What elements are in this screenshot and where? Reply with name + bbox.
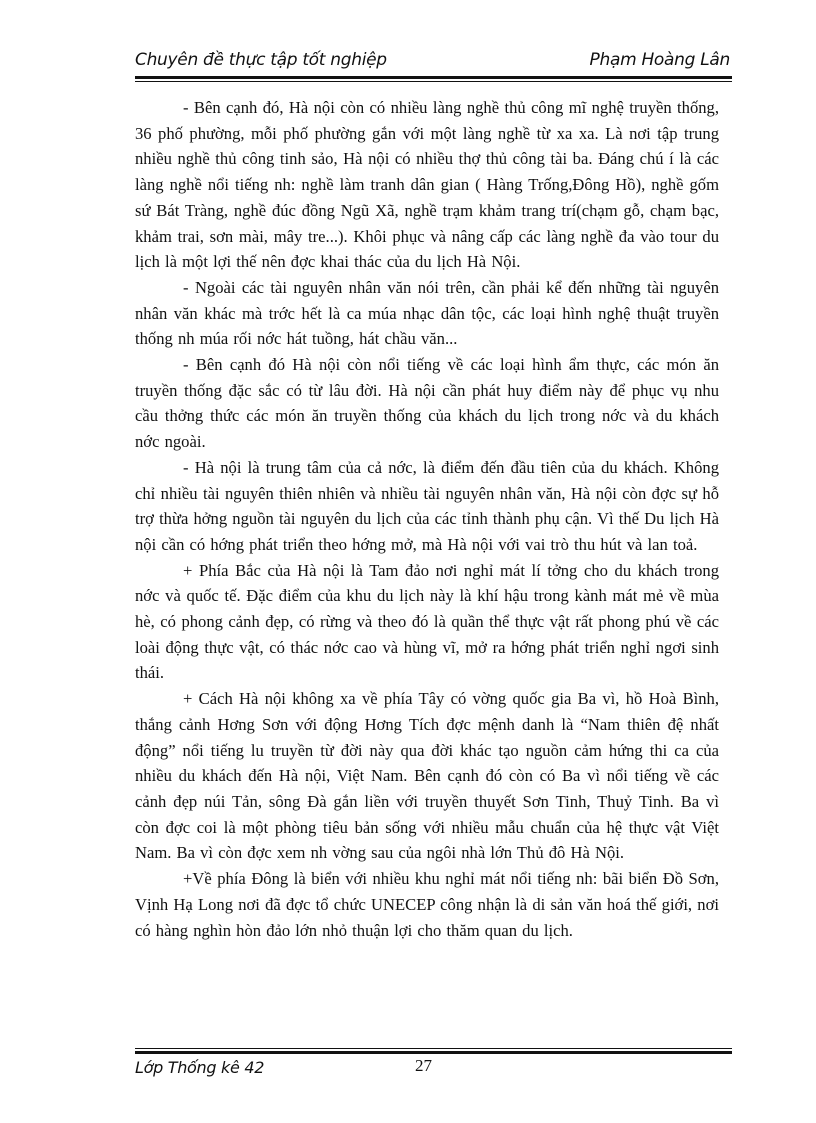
footer-class-label: Lớp Thống kê 42 xyxy=(135,1058,265,1077)
footer-rule-thin xyxy=(135,1048,732,1049)
header-rule-thin xyxy=(135,81,732,82)
paragraph: +Về phía Đông là biển với nhiều khu nghỉ mát nổi tiếng nh: bãi biển Đồ Sơn, Vịnh Hạ Long nơi đã đợc tổ chức UNECEP công nhận là di sản văn hoá thế giới, nơi có hàng nghìn hòn đảo lớn nhỏ thuận lợi cho thăm quan du lịch. xyxy=(135,869,719,940)
paragraph: + Cách Hà nội không xa về phía Tây có vờng quốc gia Ba vì, hồ Hoà Bình, thắng cảnh Hơng Sơn với động Hơng Tích đợc mệnh danh là “Nam thiên đệ nhất động” nổi tiếng lu truyền từ đời này qua đời khác tạo nguồn cảm hứng thi ca của nhiều du khách đến Hà nội, Việt Nam. Bên cạnh đó còn có Ba vì nổi tiếng về các cảnh đẹp núi Tản, sông Đà gắn liền với truyền thuyết Sơn Tinh, Thuỷ Tinh. Ba vì còn đợc coi là một phòng tiêu bản sống với nhiều mẫu chuẩn của hệ thực vật Việt Nam. Ba vì còn đợc xem nh vờng sau của ngôi nhà lớn Thủ đô Hà Nội. xyxy=(135,689,719,863)
footer-rule-thick xyxy=(135,1051,732,1054)
paragraph: - Bên cạnh đó Hà nội còn nổi tiếng về các loại hình ẩm thực, các món ăn truyền thống đặc sắc có từ lâu đời. Hà nội cần phát huy điểm này để phục vụ nhu cầu thởng thức các món ăn truyền thống của khách du lịch trong nớc và du khách nớc ngoài. xyxy=(135,355,719,452)
body-text xyxy=(135,95,719,943)
paragraph: - Ngoài các tài nguyên nhân văn nói trên, cần phải kể đến những tài nguyên nhân văn khác mà trớc hết là ca múa nhạc dân tộc, các loại hình nghệ thuật truyền thống nh múa rối nớc hát tuồng, hát chầu văn... xyxy=(135,277,719,349)
header-title: Chuyên đề thực tập tốt nghiệp xyxy=(135,50,387,70)
page-header xyxy=(135,50,730,74)
paragraph: - Bên cạnh đó, Hà nội còn có nhiều làng nghề thủ công mĩ nghệ truyền thống, 36 phố phường, mỗi phố phường gắn với một làng nghề từ xa xa. Là nơi tập trung nhiều nghề thủ công tinh sảo, Hà nội có nhiều thợ thủ công tài ba. Đáng chú í là các làng nghề nổi tiếng nh: nghề làm tranh dân gian ( Hàng Trống,Đông Hồ), nghề gốm sứ Bát Tràng, nghề đúc đồng Ngũ Xã, nghề trạm khảm trang trí(chạm gỗ, chạm bạc, khảm trai, sơn mài, mây tre...). Khôi phục và nâng cấp các làng nghề đa vào tour du lịch là một lợi thế nên đợc khai thác của du lịch Hà Nội. xyxy=(135,98,719,272)
header-rule-thick xyxy=(135,76,732,79)
paragraph: - Hà nội là trung tâm của cả nớc, là điểm đến đầu tiên của du khách. Không chỉ nhiều tài nguyên thiên nhiên và nhiều tài nguyên nhân văn, Hà nội còn đợc sự hỗ trợ thừa hởng nguồn tài nguyên du lịch của các tỉnh thành phụ cận. Vì thế Du lịch Hà nội cần có hớng phát triển theo hớng mở, mà Hà nội với vai trò thu hút và lan toả. xyxy=(135,457,719,554)
header-author: Phạm Hoàng Lân xyxy=(589,50,730,70)
page-number: 27 xyxy=(415,1056,432,1075)
paragraph: + Phía Bắc của Hà nội là Tam đảo nơi nghỉ mát lí tởng cho du khách trong nớc và quốc tế. Đặc điểm của khu du lịch này là khí hậu trong kành mát mẻ về mùa hè, có phong cảnh đẹp, có rừng và theo đó là quần thể thực vật rất phong phú về các loài động thực vật, có thác nớc cao và hùng vĩ, mở ra hớng phát triển nghỉ ngơi sinh thái. xyxy=(135,560,719,683)
